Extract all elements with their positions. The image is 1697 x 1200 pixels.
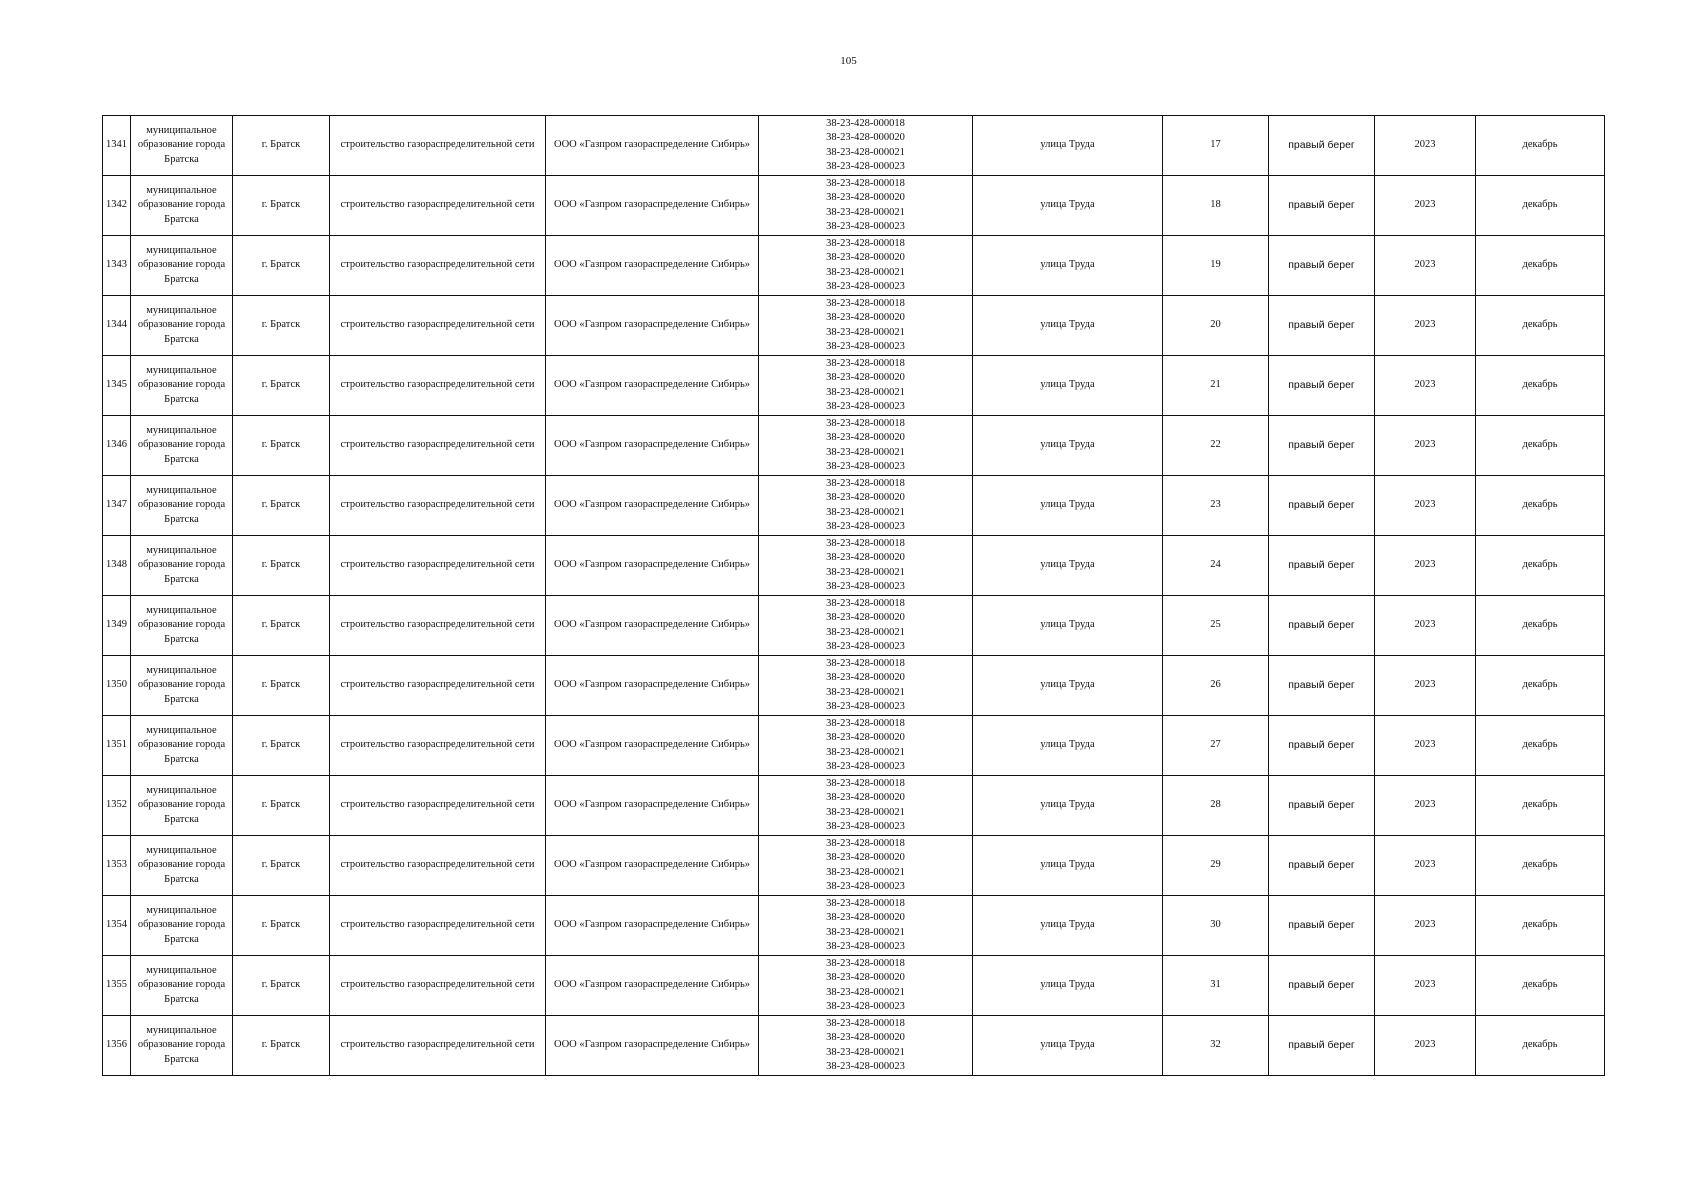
city-cell: г. Братск <box>233 716 330 776</box>
cadastral-number: 38-23-428-000020 <box>826 492 905 503</box>
row-number: 1350 <box>103 656 131 716</box>
year-cell: 2023 <box>1375 416 1476 476</box>
year-cell: 2023 <box>1375 476 1476 536</box>
table-row <box>103 836 1605 896</box>
house-number-cell: 17 <box>1163 116 1269 176</box>
row-number: 1355 <box>103 956 131 1016</box>
cadastral-number: 38-23-428-000018 <box>826 357 905 369</box>
cadastral-number: 38-23-428-000018 <box>826 177 905 189</box>
cadastral-number: 38-23-428-000020 <box>826 972 905 983</box>
city-cell: г. Братск <box>233 1016 330 1076</box>
cadastral-number: 38-23-428-000023 <box>826 521 905 532</box>
cadastral-number: 38-23-428-000020 <box>826 792 905 803</box>
municipality-cell: муниципальное образование города Братска <box>131 236 233 296</box>
row-number: 1348 <box>103 536 131 596</box>
cadastral-number: 38-23-428-000020 <box>826 912 905 923</box>
house-number-cell: 31 <box>1163 956 1269 1016</box>
cadastral-number: 38-23-428-000020 <box>826 372 905 383</box>
city-cell: г. Братск <box>233 296 330 356</box>
municipality-cell: муниципальное образование города Братска <box>131 176 233 236</box>
work-type-cell: строительство газораспределительной сети <box>330 896 546 956</box>
cadastral-number: 38-23-428-000023 <box>826 221 905 232</box>
table-row <box>103 776 1605 836</box>
house-number-cell: 24 <box>1163 536 1269 596</box>
cadastral-numbers-cell <box>759 416 973 476</box>
table-row <box>103 956 1605 1016</box>
table-row <box>103 596 1605 656</box>
year-cell: 2023 <box>1375 116 1476 176</box>
cadastral-number: 38-23-428-000020 <box>826 192 905 203</box>
river-bank-cell: правый берег <box>1269 656 1375 716</box>
month-cell: декабрь <box>1476 956 1605 1016</box>
cadastral-number: 38-23-428-000021 <box>826 386 905 398</box>
cadastral-number: 38-23-428-000021 <box>826 986 905 998</box>
municipality-cell: муниципальное образование города Братска <box>131 596 233 656</box>
table-row <box>103 356 1605 416</box>
cadastral-number: 38-23-428-000023 <box>826 461 905 472</box>
row-number: 1349 <box>103 596 131 656</box>
cadastral-number: 38-23-428-000023 <box>826 1001 905 1012</box>
month-cell: декабрь <box>1476 176 1605 236</box>
city-cell: г. Братск <box>233 836 330 896</box>
street-cell: улица Труда <box>973 1016 1163 1076</box>
work-type-cell: строительство газораспределительной сети <box>330 596 546 656</box>
house-number-cell: 28 <box>1163 776 1269 836</box>
cadastral-number: 38-23-428-000020 <box>826 612 905 623</box>
table-row <box>103 476 1605 536</box>
organization-cell: ООО «Газпром газораспределение Сибирь» <box>546 896 759 956</box>
cadastral-numbers-cell <box>759 116 973 176</box>
month-cell: декабрь <box>1476 716 1605 776</box>
municipality-cell: муниципальное образование города Братска <box>131 776 233 836</box>
cadastral-number: 38-23-428-000018 <box>826 417 905 429</box>
municipality-cell: муниципальное образование города Братска <box>131 116 233 176</box>
river-bank-cell: правый берег <box>1269 716 1375 776</box>
cadastral-number: 38-23-428-000018 <box>826 117 905 129</box>
cadastral-number: 38-23-428-000018 <box>826 897 905 909</box>
street-cell: улица Труда <box>973 476 1163 536</box>
organization-cell: ООО «Газпром газораспределение Сибирь» <box>546 656 759 716</box>
work-type-cell: строительство газораспределительной сети <box>330 296 546 356</box>
house-number-cell: 20 <box>1163 296 1269 356</box>
row-number: 1344 <box>103 296 131 356</box>
cadastral-number: 38-23-428-000018 <box>826 237 905 249</box>
month-cell: декабрь <box>1476 1016 1605 1076</box>
city-cell: г. Братск <box>233 476 330 536</box>
city-cell: г. Братск <box>233 896 330 956</box>
street-cell: улица Труда <box>973 236 1163 296</box>
cadastral-number: 38-23-428-000021 <box>826 206 905 218</box>
row-number: 1353 <box>103 836 131 896</box>
street-cell: улица Труда <box>973 776 1163 836</box>
table-row <box>103 296 1605 356</box>
city-cell: г. Братск <box>233 536 330 596</box>
cadastral-number: 38-23-428-000020 <box>826 732 905 743</box>
row-number: 1352 <box>103 776 131 836</box>
city-cell: г. Братск <box>233 416 330 476</box>
cadastral-number: 38-23-428-000020 <box>826 432 905 443</box>
row-number: 1342 <box>103 176 131 236</box>
river-bank-cell: правый берег <box>1269 176 1375 236</box>
river-bank-cell: правый берег <box>1269 896 1375 956</box>
river-bank-cell: правый берег <box>1269 596 1375 656</box>
year-cell: 2023 <box>1375 536 1476 596</box>
municipality-cell: муниципальное образование города Братска <box>131 716 233 776</box>
cadastral-number: 38-23-428-000020 <box>826 1032 905 1043</box>
cadastral-numbers-cell <box>759 776 973 836</box>
cadastral-numbers-cell <box>759 356 973 416</box>
cadastral-number: 38-23-428-000023 <box>826 1061 905 1072</box>
cadastral-number: 38-23-428-000018 <box>826 777 905 789</box>
row-number: 1341 <box>103 116 131 176</box>
cadastral-number: 38-23-428-000018 <box>826 477 905 489</box>
work-type-cell: строительство газораспределительной сети <box>330 536 546 596</box>
house-number-cell: 21 <box>1163 356 1269 416</box>
row-number: 1345 <box>103 356 131 416</box>
cadastral-number: 38-23-428-000018 <box>826 837 905 849</box>
city-cell: г. Братск <box>233 176 330 236</box>
work-type-cell: строительство газораспределительной сети <box>330 356 546 416</box>
cadastral-number: 38-23-428-000023 <box>826 161 905 172</box>
street-cell: улица Труда <box>973 296 1163 356</box>
street-cell: улица Труда <box>973 356 1163 416</box>
table-row <box>103 116 1605 176</box>
cadastral-numbers-cell <box>759 956 973 1016</box>
municipality-cell: муниципальное образование города Братска <box>131 476 233 536</box>
cadastral-number: 38-23-428-000023 <box>826 881 905 892</box>
river-bank-cell: правый берег <box>1269 836 1375 896</box>
cadastral-number: 38-23-428-000023 <box>826 701 905 712</box>
cadastral-number: 38-23-428-000023 <box>826 821 905 832</box>
cadastral-numbers-cell <box>759 836 973 896</box>
cadastral-numbers-cell <box>759 536 973 596</box>
organization-cell: ООО «Газпром газораспределение Сибирь» <box>546 596 759 656</box>
municipality-cell: муниципальное образование города Братска <box>131 416 233 476</box>
table-row <box>103 176 1605 236</box>
year-cell: 2023 <box>1375 596 1476 656</box>
river-bank-cell: правый берег <box>1269 476 1375 536</box>
table-row <box>103 536 1605 596</box>
work-type-cell: строительство газораспределительной сети <box>330 656 546 716</box>
work-type-cell: строительство газораспределительной сети <box>330 716 546 776</box>
organization-cell: ООО «Газпром газораспределение Сибирь» <box>546 836 759 896</box>
municipality-cell: муниципальное образование города Братска <box>131 536 233 596</box>
house-number-cell: 30 <box>1163 896 1269 956</box>
municipality-cell: муниципальное образование города Братска <box>131 836 233 896</box>
organization-cell: ООО «Газпром газораспределение Сибирь» <box>546 716 759 776</box>
organization-cell: ООО «Газпром газораспределение Сибирь» <box>546 296 759 356</box>
month-cell: декабрь <box>1476 356 1605 416</box>
month-cell: декабрь <box>1476 836 1605 896</box>
table-row <box>103 656 1605 716</box>
row-number: 1347 <box>103 476 131 536</box>
registry-table <box>102 115 1605 1076</box>
municipality-cell: муниципальное образование города Братска <box>131 896 233 956</box>
city-cell: г. Братск <box>233 356 330 416</box>
street-cell: улица Труда <box>973 956 1163 1016</box>
river-bank-cell: правый берег <box>1269 1016 1375 1076</box>
city-cell: г. Братск <box>233 956 330 1016</box>
street-cell: улица Труда <box>973 596 1163 656</box>
table-row <box>103 716 1605 776</box>
river-bank-cell: правый берег <box>1269 116 1375 176</box>
year-cell: 2023 <box>1375 896 1476 956</box>
cadastral-number: 38-23-428-000021 <box>826 1046 905 1058</box>
river-bank-cell: правый берег <box>1269 416 1375 476</box>
cadastral-number: 38-23-428-000021 <box>826 626 905 638</box>
organization-cell: ООО «Газпром газораспределение Сибирь» <box>546 356 759 416</box>
table-row <box>103 416 1605 476</box>
house-number-cell: 32 <box>1163 1016 1269 1076</box>
cadastral-number: 38-23-428-000021 <box>826 566 905 578</box>
work-type-cell: строительство газораспределительной сети <box>330 1016 546 1076</box>
table-body <box>103 116 1605 1076</box>
cadastral-number: 38-23-428-000021 <box>826 926 905 938</box>
organization-cell: ООО «Газпром газораспределение Сибирь» <box>546 476 759 536</box>
organization-cell: ООО «Газпром газораспределение Сибирь» <box>546 776 759 836</box>
month-cell: декабрь <box>1476 776 1605 836</box>
river-bank-cell: правый берег <box>1269 296 1375 356</box>
street-cell: улица Труда <box>973 656 1163 716</box>
cadastral-number: 38-23-428-000021 <box>826 446 905 458</box>
cadastral-number: 38-23-428-000020 <box>826 552 905 563</box>
street-cell: улица Труда <box>973 116 1163 176</box>
street-cell: улица Труда <box>973 536 1163 596</box>
cadastral-numbers-cell <box>759 296 973 356</box>
row-number: 1351 <box>103 716 131 776</box>
organization-cell: ООО «Газпром газораспределение Сибирь» <box>546 236 759 296</box>
work-type-cell: строительство газораспределительной сети <box>330 176 546 236</box>
cadastral-number: 38-23-428-000023 <box>826 641 905 652</box>
work-type-cell: строительство газораспределительной сети <box>330 836 546 896</box>
organization-cell: ООО «Газпром газораспределение Сибирь» <box>546 176 759 236</box>
page-number: 105 <box>840 55 857 67</box>
row-number: 1354 <box>103 896 131 956</box>
street-cell: улица Труда <box>973 716 1163 776</box>
month-cell: декабрь <box>1476 896 1605 956</box>
row-number: 1346 <box>103 416 131 476</box>
month-cell: декабрь <box>1476 476 1605 536</box>
year-cell: 2023 <box>1375 356 1476 416</box>
cadastral-number: 38-23-428-000023 <box>826 581 905 592</box>
municipality-cell: муниципальное образование города Братска <box>131 956 233 1016</box>
cadastral-number: 38-23-428-000018 <box>826 957 905 969</box>
work-type-cell: строительство газораспределительной сети <box>330 236 546 296</box>
house-number-cell: 27 <box>1163 716 1269 776</box>
cadastral-number: 38-23-428-000021 <box>826 686 905 698</box>
cadastral-number: 38-23-428-000018 <box>826 717 905 729</box>
cadastral-numbers-cell <box>759 176 973 236</box>
table-row <box>103 236 1605 296</box>
month-cell: декабрь <box>1476 656 1605 716</box>
city-cell: г. Братск <box>233 236 330 296</box>
cadastral-number: 38-23-428-000018 <box>826 537 905 549</box>
cadastral-number: 38-23-428-000021 <box>826 866 905 878</box>
organization-cell: ООО «Газпром газораспределение Сибирь» <box>546 956 759 1016</box>
cadastral-number: 38-23-428-000021 <box>826 746 905 758</box>
cadastral-number: 38-23-428-000021 <box>826 806 905 818</box>
cadastral-numbers-cell <box>759 476 973 536</box>
river-bank-cell: правый берег <box>1269 356 1375 416</box>
cadastral-numbers-cell <box>759 1016 973 1076</box>
river-bank-cell: правый берег <box>1269 236 1375 296</box>
cadastral-numbers-cell <box>759 716 973 776</box>
organization-cell: ООО «Газпром газораспределение Сибирь» <box>546 1016 759 1076</box>
cadastral-number: 38-23-428-000021 <box>826 146 905 158</box>
river-bank-cell: правый берег <box>1269 536 1375 596</box>
work-type-cell: строительство газораспределительной сети <box>330 476 546 536</box>
month-cell: декабрь <box>1476 296 1605 356</box>
city-cell: г. Братск <box>233 776 330 836</box>
year-cell: 2023 <box>1375 176 1476 236</box>
street-cell: улица Труда <box>973 416 1163 476</box>
year-cell: 2023 <box>1375 236 1476 296</box>
river-bank-cell: правый берег <box>1269 776 1375 836</box>
house-number-cell: 18 <box>1163 176 1269 236</box>
cadastral-number: 38-23-428-000023 <box>826 401 905 412</box>
cadastral-numbers-cell <box>759 896 973 956</box>
cadastral-numbers-cell <box>759 236 973 296</box>
cadastral-number: 38-23-428-000018 <box>826 597 905 609</box>
cadastral-number: 38-23-428-000018 <box>826 657 905 669</box>
cadastral-number: 38-23-428-000020 <box>826 852 905 863</box>
year-cell: 2023 <box>1375 656 1476 716</box>
municipality-cell: муниципальное образование города Братска <box>131 296 233 356</box>
work-type-cell: строительство газораспределительной сети <box>330 116 546 176</box>
work-type-cell: строительство газораспределительной сети <box>330 416 546 476</box>
year-cell: 2023 <box>1375 956 1476 1016</box>
river-bank-cell: правый берег <box>1269 956 1375 1016</box>
cadastral-numbers-cell <box>759 656 973 716</box>
year-cell: 2023 <box>1375 776 1476 836</box>
month-cell: декабрь <box>1476 116 1605 176</box>
row-number: 1343 <box>103 236 131 296</box>
street-cell: улица Труда <box>973 836 1163 896</box>
street-cell: улица Труда <box>973 896 1163 956</box>
city-cell: г. Братск <box>233 116 330 176</box>
house-number-cell: 25 <box>1163 596 1269 656</box>
organization-cell: ООО «Газпром газораспределение Сибирь» <box>546 116 759 176</box>
organization-cell: ООО «Газпром газораспределение Сибирь» <box>546 536 759 596</box>
house-number-cell: 29 <box>1163 836 1269 896</box>
cadastral-number: 38-23-428-000020 <box>826 672 905 683</box>
cadastral-number: 38-23-428-000020 <box>826 312 905 323</box>
work-type-cell: строительство газораспределительной сети <box>330 776 546 836</box>
house-number-cell: 23 <box>1163 476 1269 536</box>
cadastral-number: 38-23-428-000023 <box>826 761 905 772</box>
cadastral-number: 38-23-428-000021 <box>826 266 905 278</box>
cadastral-numbers-cell <box>759 596 973 656</box>
city-cell: г. Братск <box>233 656 330 716</box>
year-cell: 2023 <box>1375 296 1476 356</box>
organization-cell: ООО «Газпром газораспределение Сибирь» <box>546 416 759 476</box>
cadastral-number: 38-23-428-000020 <box>826 132 905 143</box>
house-number-cell: 19 <box>1163 236 1269 296</box>
table-row <box>103 896 1605 956</box>
cadastral-number: 38-23-428-000023 <box>826 281 905 292</box>
table-row <box>103 1016 1605 1076</box>
month-cell: декабрь <box>1476 596 1605 656</box>
city-cell: г. Братск <box>233 596 330 656</box>
year-cell: 2023 <box>1375 716 1476 776</box>
house-number-cell: 22 <box>1163 416 1269 476</box>
municipality-cell: муниципальное образование города Братска <box>131 656 233 716</box>
house-number-cell: 26 <box>1163 656 1269 716</box>
row-number: 1356 <box>103 1016 131 1076</box>
cadastral-number: 38-23-428-000018 <box>826 297 905 309</box>
cadastral-number: 38-23-428-000023 <box>826 941 905 952</box>
cadastral-number: 38-23-428-000021 <box>826 506 905 518</box>
year-cell: 2023 <box>1375 836 1476 896</box>
month-cell: декабрь <box>1476 236 1605 296</box>
municipality-cell: муниципальное образование города Братска <box>131 356 233 416</box>
month-cell: декабрь <box>1476 536 1605 596</box>
year-cell: 2023 <box>1375 1016 1476 1076</box>
cadastral-number: 38-23-428-000020 <box>826 252 905 263</box>
cadastral-number: 38-23-428-000018 <box>826 1017 905 1029</box>
work-type-cell: строительство газораспределительной сети <box>330 956 546 1016</box>
municipality-cell: муниципальное образование города Братска <box>131 1016 233 1076</box>
street-cell: улица Труда <box>973 176 1163 236</box>
cadastral-number: 38-23-428-000023 <box>826 341 905 352</box>
month-cell: декабрь <box>1476 416 1605 476</box>
cadastral-number: 38-23-428-000021 <box>826 326 905 338</box>
